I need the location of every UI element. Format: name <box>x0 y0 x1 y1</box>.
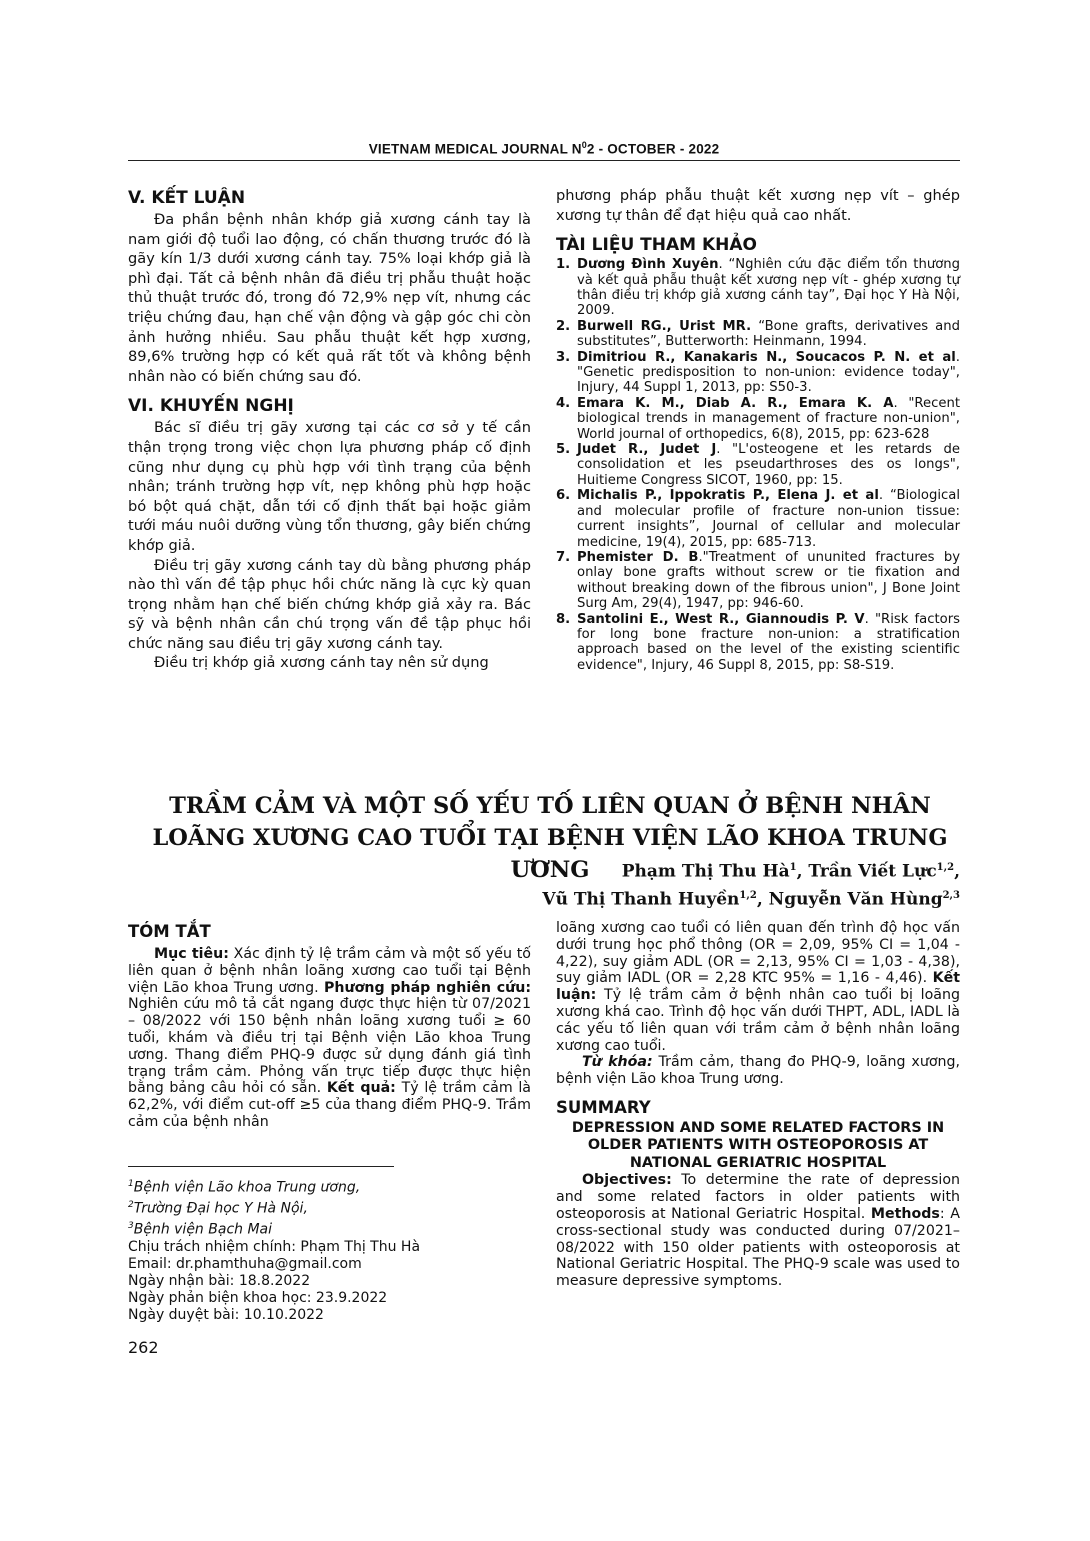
reference-number: 5. <box>556 442 571 458</box>
summary-body <box>556 1172 960 1290</box>
author-line-2: Vũ Thị Thanh Huyền$^{1,2}$, Nguyễn Văn Hùng$^{2,3}$ <box>542 889 960 910</box>
objective-label: Mục tiêu: <box>154 946 229 962</box>
reference-authors: Judet R., Judet J <box>577 442 717 458</box>
reference-text <box>577 319 960 350</box>
date-reviewed: Ngày phản biện khoa học: 23.9.2022 <box>128 1290 388 1307</box>
reference-details: . "Recent biological trends in management of fracture non-union", World journal of orthopedics, 6(8), 2015, pp: 623-628 <box>577 395 960 442</box>
section-heading-conclusion: V. KẾT LUẬN <box>128 188 246 208</box>
conclusion-label: Kết luận: <box>556 970 960 1004</box>
conclusion-text: Đa phần bệnh nhân khớp giả xương cánh tay là nam giới độ tuổi lao động, có chấn thương trước đó là gãy kín 1/3 dưới xương cánh tay. 75% loại khớp giả là phì đại. Tất cả bệnh nhân đã điều trị phẫu thuật hoặc thủ thuật trước đó, trong đó 72,9% nẹp vít, nhưng các triệu chứng đau, hạn chế vận động và gập góc chi còn ảnh hưởng nhiều. Sau phẫu thuật kết hợp xương, 89,6% trường hợp có kết quả rất tốt và không bệnh nhân nào có biến chứng sau đó. <box>128 211 531 385</box>
methods-text: Nghiên cứu mô tả cắt ngang được thực hiện từ 07/2021 – 08/2022 với 150 bệnh nhân loãng xương tuổi ≥ 60 tuổi, khám và điều trị tại Bệnh viện Lão khoa Trung ương. Thang điểm PHQ-9 được sử dụng đánh giá tình trạng trầm cảm. Phỏng vấn trực tiếp được thực hiện bằng bảng câu hỏi có sẵn. <box>128 996 531 1097</box>
author-name: Trần Viết Lực <box>808 861 937 882</box>
conclusion-text: Tỷ lệ trầm cảm ở bệnh nhân cao tuổi bị loãng xương khá cao. Trình độ học vấn dưới THPT, ADL, IADL là các yếu tố liên quan với trầm cảm ở bệnh nhân loãng xương cao tuổi. <box>556 987 960 1054</box>
reference-details: “Bone grafts, derivatives and substitutes”, Butterworth: Heinmann, 1994. <box>577 318 960 350</box>
keywords-label: Từ khóa: <box>582 1054 653 1071</box>
abstract-continued <box>556 920 960 1290</box>
recommendation-paragraph-2: Điều trị gãy xương cánh tay dù bằng phương pháp nào thì vấn đề tập phục hồi chức năng là cực kỳ quan trọng nhằm hạn chế biến chứng khớp giả xảy ra. Bác sỹ và bệnh nhân cần chú trọng vấn đề tập phục hồi chức năng sau điều trị gãy xương cánh tay. <box>128 556 531 652</box>
recommendation-paragraph-3: Điều trị khớp giả xương cánh tay nên sử dụng <box>154 654 489 672</box>
author-name: Nguyễn Văn Hùng <box>768 889 943 910</box>
recommendation-paragraph-3-continued: phương pháp phẫu thuật kết xương nẹp vít – ghép xương tự thân để đạt hiệu quả cao nhất. <box>556 187 960 224</box>
methods-label: Phương pháp nghiên cứu: <box>324 979 531 996</box>
reference-number: 6. <box>556 488 571 504</box>
section-heading-recommendation: VI. KHUYẾN NGHỊ <box>128 396 294 417</box>
reference-details: . “Biological and molecular profile of fracture non-union tissue: current insights”, Journal of cellular and molecular medicine, 19(4), 2015, pp: 685-713. <box>577 488 960 550</box>
reference-authors: Santolini E., West R., Giannoudis P. V <box>577 611 865 627</box>
results-text-continued: loãng xương cao tuổi có liên quan đến trình độ học vấn dưới trung học phổ thông (OR = 2,09, 95% CI = 1,04 - 4,22), suy giảm ADL (OR = 2,13, 95% CI = 1,03 - 4,38), suy giảm IADL (OR = 2,28 KTC 95% = 1,16 - 4,46). <box>556 920 960 987</box>
reference-details: ."Treatment of ununited fractures by onlay bone grafts without screw or tie fixation and without breaking down of the fibrous union", J Bone Joint Surg Am, 29(4), 1947, pp: 946-60. <box>577 549 960 612</box>
keywords-text: Trầm cảm, thang đo PHQ-9, loãng xương, bệnh viện Lão khoa Trung ương. <box>556 1054 961 1088</box>
reference-number: 8. <box>556 611 571 627</box>
responsible-author: Chịu trách nhiệm chính: Phạm Thị Thu Hà <box>128 1238 421 1255</box>
reference-number: 2. <box>556 318 571 334</box>
reference-details: . “Nghiên cứu đặc điểm tổn thương và kết quả phẫu thuật kết xương nẹp vít - ghép xương tự thân điều trị khớp giả xương cánh tay”, Đại học Y Hà Nội, 2009. <box>577 257 960 319</box>
objective-text: Xác định tỷ lệ trầm cảm và một số yếu tố liên quan ở bệnh nhân loãng xương cao tuổi tại Bệnh viện Lão khoa Trung ương. <box>128 946 531 996</box>
recommendation-paragraph-1: Bác sĩ điều trị gãy xương tại các cơ sở y tế cần thận trọng trong việc chọn lựa phương pháp cố định cũng như dụng cụ phù hợp với tình trạng của bệnh nhân; tránh trường hợp vít, nẹp không phù hợp hoặc bó bột quá chặt, dẫn tới cố định thất bại hoặc giảm tưới máu nuôi dưỡng vùng tổn thương, gây biến chứng khớp giả. <box>128 419 531 554</box>
reference-item <box>556 488 960 550</box>
author-affiliation-sup: 1,2 <box>739 889 757 901</box>
summary-title: DEPRESSION AND SOME RELATED FACTORS IN OLDER PATIENTS WITH OSTEOPOROSIS AT NATIONAL GERIATRIC HOSPITAL <box>571 1119 945 1171</box>
summary-methods-text: : A cross-sectional study was conducted during 07/2021–08/2022 with 150 older patients with osteoporosis at National Geriatric Hospital. The PHQ-9 scale was used to measure depressive symptoms. <box>556 1206 961 1290</box>
reference-number: 7. <box>556 549 571 565</box>
reference-text <box>577 350 960 396</box>
reference-authors: Burwell RG., Urist MR. <box>577 318 752 334</box>
summary-heading: SUMMARY <box>556 1097 651 1117</box>
reference-item <box>556 350 960 396</box>
reference-details: . "Genetic predisposition to non-union: evidence today", Injury, 44 Suppl 1, 2013, pp: S50-3. <box>577 349 960 396</box>
page-number: 262 <box>128 1338 159 1357</box>
results-text: Tỷ lệ trầm cảm là 62,2%, với điểm cut-off ≥5 của thang điểm PHQ-9. Trầm cảm của bệnh nhân <box>128 1080 531 1130</box>
summary-objective-label: Objectives: <box>582 1172 672 1189</box>
right-column-upper <box>556 186 960 673</box>
reference-item <box>556 612 960 674</box>
author-line-1: Phạm Thị Thu $Hà^1$, Trần Viết Lực$^{1,2}$, <box>621 861 960 882</box>
contact-email: Email: dr.phamthuha@gmail.com <box>128 1255 362 1272</box>
affiliation-1: $^1$Bệnh viện Lão khoa Trung ương, <box>128 1179 361 1196</box>
author-name: Phạm Thị Thu Hà <box>621 861 790 882</box>
reference-authors: Phemister D. B <box>577 549 699 565</box>
footnote-rule <box>128 1166 394 1167</box>
article-title-line-2: LOÃNG XƯƠNG CAO TUỔI TẠI BỆNH VIỆN LÃO KHOA TRUNG ƯƠNG <box>152 825 948 883</box>
abstract-vietnamese <box>128 920 531 1131</box>
reference-authors: Emara K. M., Diab A. R., Emara K. A <box>577 395 894 411</box>
reference-text <box>577 442 960 488</box>
date-accepted: Ngày duyệt bài: 10.10.2022 <box>128 1307 324 1324</box>
reference-item <box>556 442 960 488</box>
journal-header: VIETNAM MEDICAL JOURNAL $N^02$ - OCTOBER - 2022 <box>368 140 720 157</box>
reference-authors: Dimitriou R., Kanakaris N., Soucacos P. N. et al <box>577 349 956 365</box>
reference-authors: Dương Đình Xuyên <box>577 257 719 273</box>
results-label: Kết quả: <box>326 1080 396 1097</box>
author-affiliation-sup: 1 <box>789 862 797 873</box>
affiliation-3: $^3$Bệnh viện Bạch Mai <box>128 1220 273 1238</box>
reference-text <box>577 396 960 442</box>
reference-text <box>577 257 960 319</box>
reference-item <box>556 550 960 612</box>
reference-item <box>556 257 960 319</box>
reference-text <box>577 488 960 550</box>
reference-number: 4. <box>556 395 571 411</box>
footnotes <box>128 1176 531 1325</box>
reference-authors: Michalis P., Ippokratis P., Elena J. et al <box>577 488 879 504</box>
reference-text <box>577 550 960 612</box>
affiliation-2: $^2$Trường Đại học Y Hà Nội, <box>128 1199 308 1217</box>
reference-number: 1. <box>556 257 571 273</box>
author-affiliation-sup: 1,2 <box>936 862 955 873</box>
keywords <box>556 1054 960 1088</box>
reference-item <box>556 396 960 442</box>
summary-objective-text: To determine the rate of depression and some related factors in older patients with osteoporosis at National Geriatric Hospital. <box>556 1172 960 1223</box>
date-received: Ngày nhận bài: 18.8.2022 <box>128 1272 311 1289</box>
abstract-body <box>128 946 531 1131</box>
summary-methods-label: Methods <box>870 1206 940 1223</box>
reference-number: 3. <box>556 349 571 365</box>
left-column-upper <box>128 186 531 673</box>
reference-details: . "L'osteogene et les retards de consolidation et les pseudarthroses des os longs", Huitieme Congress SICOT, 1960, pp: 15. <box>577 442 960 488</box>
reference-details: . "Risk factors for long bone fracture non-union: a stratification approach based on the level of the existing scientific evidence", Injury, 46 Suppl 8, 2015, pp: S8-S19. <box>577 611 960 673</box>
author-list <box>400 856 960 911</box>
abstract-heading: TÓM TẮT <box>128 922 211 941</box>
header-rule <box>128 160 960 161</box>
author-affiliation-sup: 2,3 <box>942 889 960 901</box>
reference-list <box>556 257 960 673</box>
reference-text <box>577 612 960 674</box>
article-title-line-1: TRẦM CẢM VÀ MỘT SỐ YẾU TỐ LIÊN QUAN Ở BỆNH NHÂN <box>169 793 931 819</box>
section-heading-references: TÀI LIỆU THAM KHẢO <box>556 235 757 256</box>
abstract-body-continued <box>556 920 960 1054</box>
author-name: Vũ Thị Thanh Huyền <box>542 889 740 910</box>
reference-item <box>556 319 960 350</box>
